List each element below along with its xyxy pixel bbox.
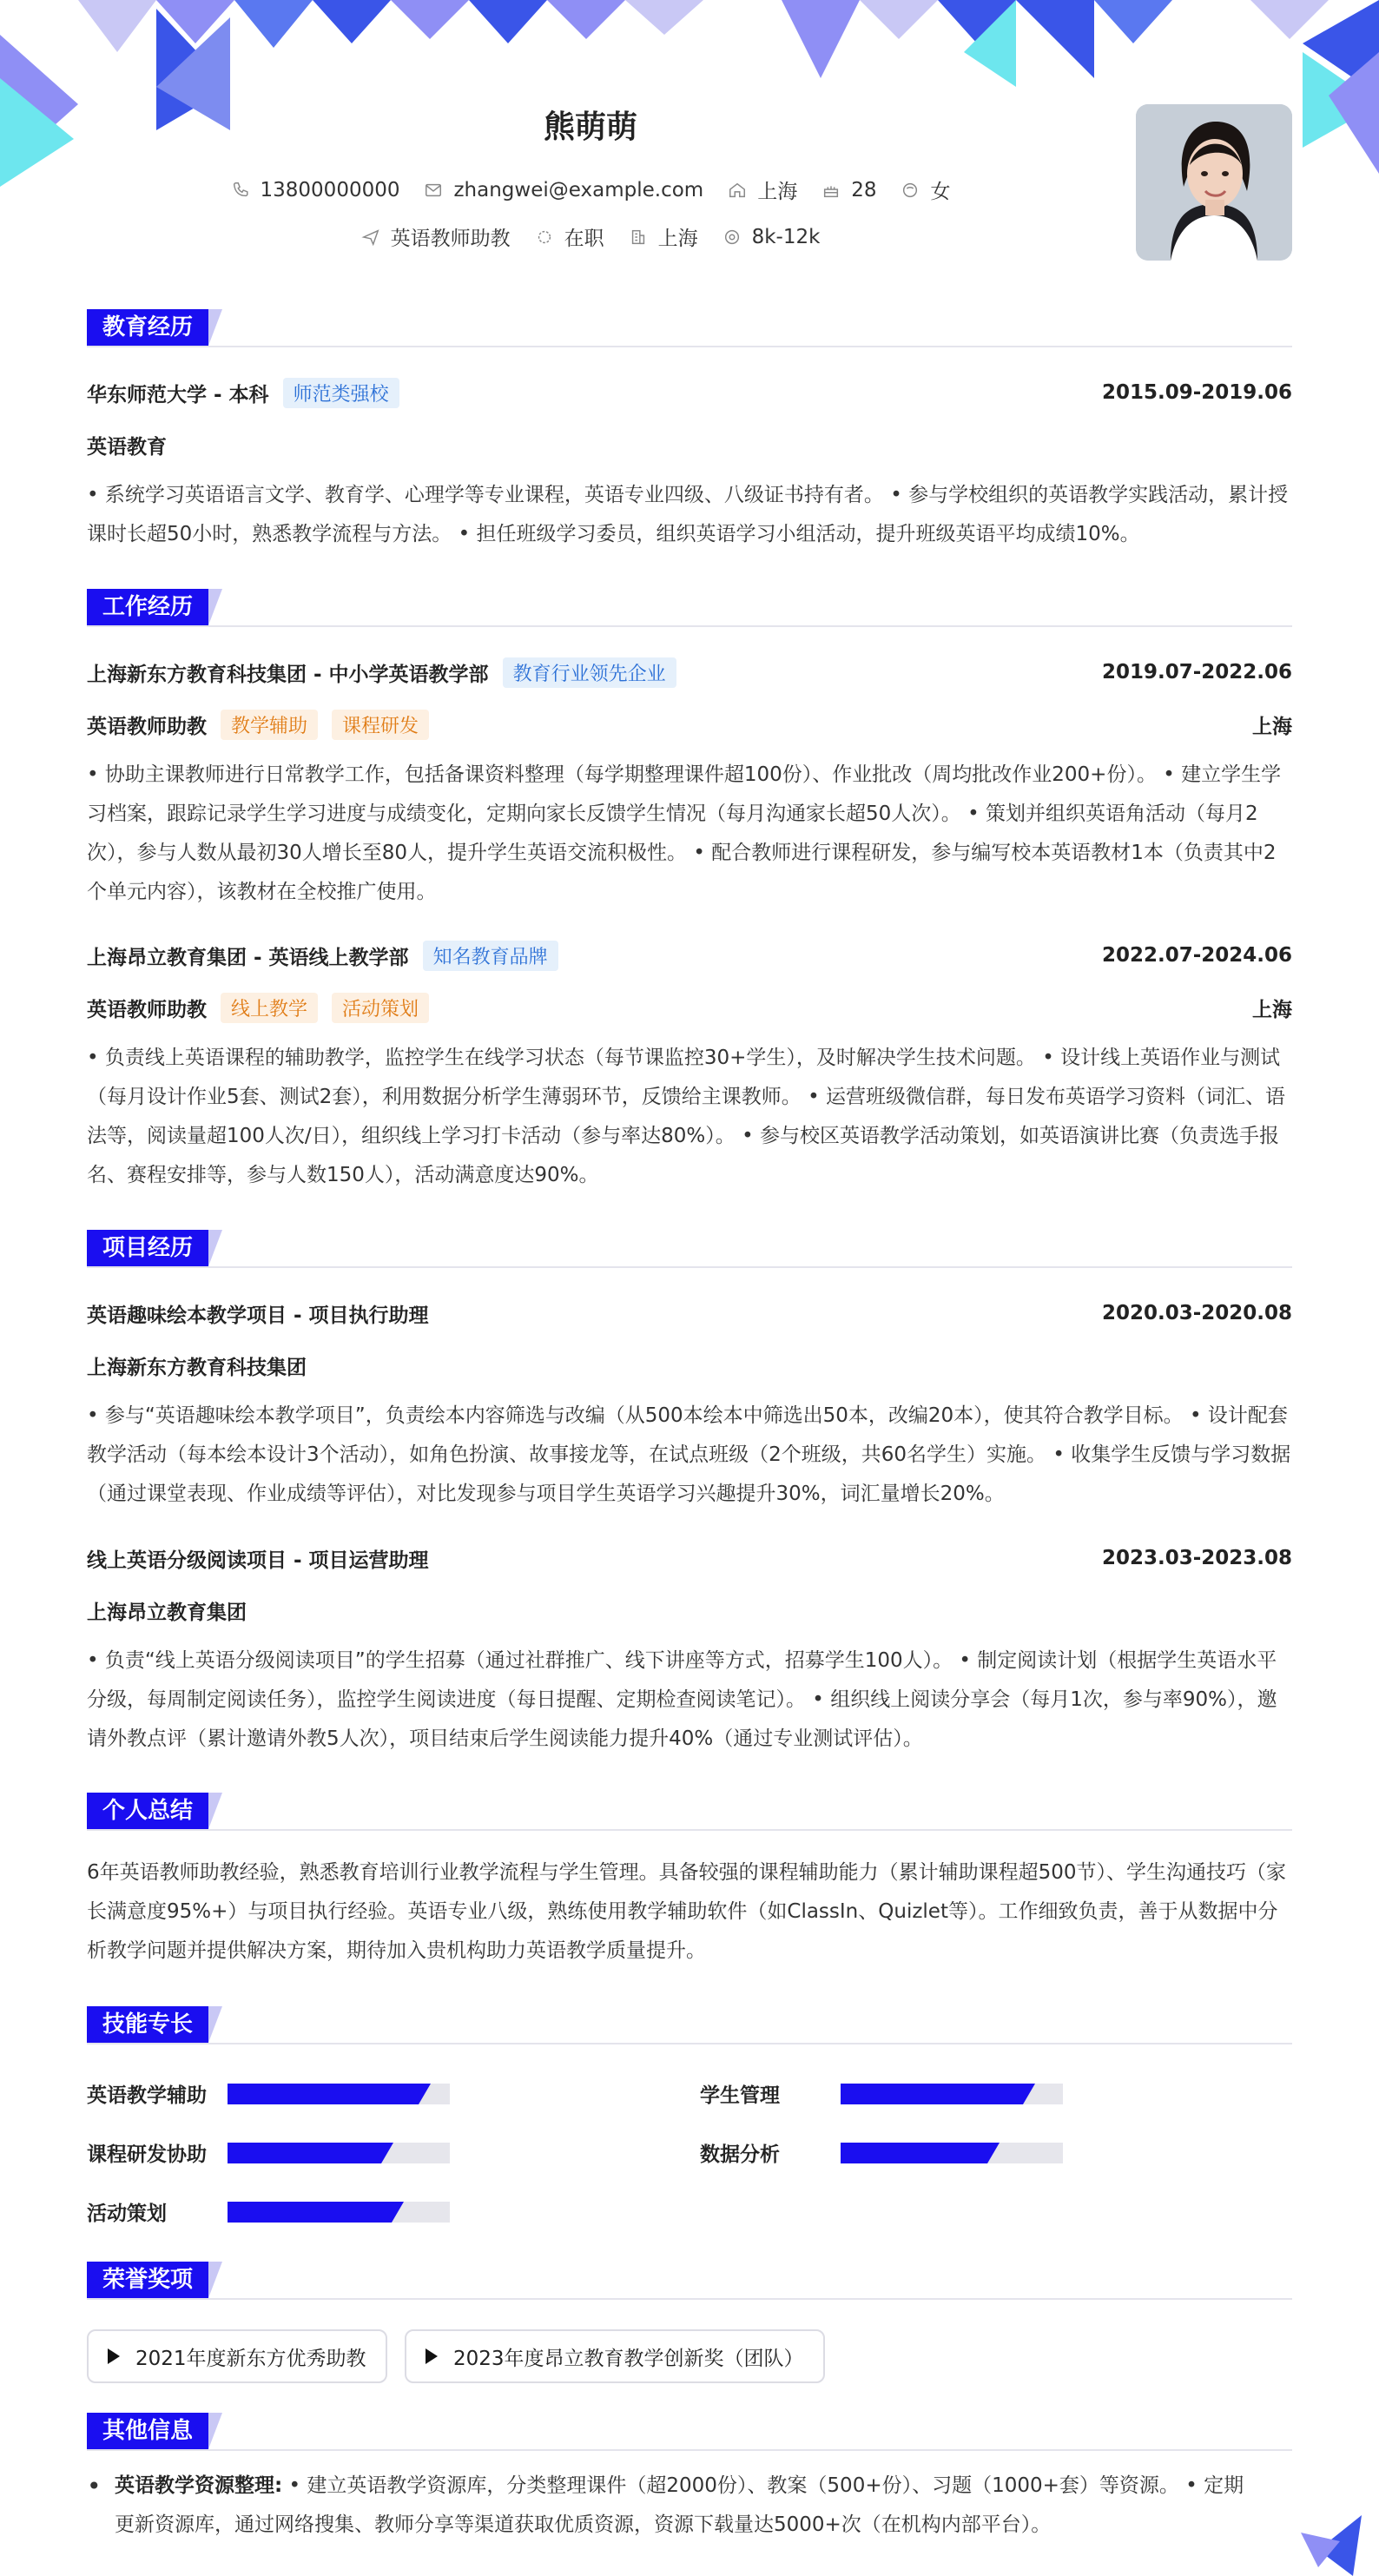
project-header-row bbox=[87, 1296, 1292, 1331]
status-value: 在职 bbox=[564, 228, 604, 250]
coin-icon bbox=[722, 228, 742, 247]
education-header-row bbox=[87, 375, 1292, 410]
resume-header bbox=[0, 0, 1379, 278]
honor-text: 2021年度新东方优秀助教 bbox=[135, 2347, 366, 2370]
send-icon bbox=[361, 228, 380, 247]
section-title bbox=[87, 2262, 1292, 2300]
footer-decoration bbox=[1301, 2498, 1379, 2576]
work-location: 上海 bbox=[1252, 998, 1292, 1021]
summary-title: 个人总结 bbox=[87, 1793, 208, 1829]
skill-fill bbox=[228, 2084, 419, 2104]
candidate-name: 熊萌萌 bbox=[543, 109, 637, 145]
age-info bbox=[821, 179, 876, 201]
work-title: 工作经历 bbox=[87, 589, 208, 625]
honor-item bbox=[405, 2329, 825, 2383]
section-title bbox=[87, 2413, 1292, 2451]
company-name: 上海昂立教育集团 - 英语线上教学部 bbox=[87, 946, 409, 969]
section-title bbox=[87, 309, 1292, 347]
work-description: • 协助主课教师进行日常教学工作，包括备课资料整理（每学期整理课件超100份）、作业批改（周均批改作业200+份）。 • 建立学生学习档案，跟踪记录学生学习进度与成绩变化，定期向家长反馈学生情况（每月沟通家长超50人次）。 • 策划并组织英语角活动（每月2次），参与人数从最初30人增长至80人，提升学生英语交流积极性。 • 配合教师进行课程研发，参与编写校本英语教材1本（负责其中2个单元内容），该教材在全校推广使用。 bbox=[87, 763, 1282, 903]
other-item bbox=[87, 2467, 1292, 2545]
skill-item bbox=[700, 2079, 1063, 2108]
project-entry bbox=[87, 1296, 1292, 1514]
school-badge: 师范类强校 bbox=[283, 378, 399, 408]
triangle-icon bbox=[108, 2348, 120, 2364]
gender-icon bbox=[901, 181, 920, 200]
skill-name: 课程研发协助 bbox=[87, 2143, 207, 2166]
section-title bbox=[87, 1230, 1292, 1268]
project-name: 线上英语分级阅读项目 - 项目运营助理 bbox=[87, 1549, 429, 1572]
project-header-row bbox=[87, 1541, 1292, 1575]
work-entry bbox=[87, 655, 1292, 912]
building-icon bbox=[629, 228, 648, 247]
work-date: 2019.07-2022.06 bbox=[1101, 661, 1292, 684]
other-key: 英语教学资源整理: bbox=[115, 2474, 283, 2497]
company-name: 上海新东方教育科技集团 - 中小学英语教学部 bbox=[87, 663, 489, 686]
work-header-row bbox=[87, 655, 1292, 690]
intention-row bbox=[0, 222, 1181, 251]
skill-name: 数据分析 bbox=[700, 2143, 780, 2166]
project-name: 英语趣味绘本教学项目 - 项目执行助理 bbox=[87, 1304, 429, 1327]
salary-info bbox=[722, 226, 821, 248]
skill-fill bbox=[228, 2143, 381, 2163]
skill-bar bbox=[228, 2143, 450, 2163]
role-tag: 活动策划 bbox=[332, 993, 429, 1023]
other-line-1: • 建立英语教学资源库，分类整理课件（超2000份）、教案（500+份）、习题（1000+套）等资源。 • 定期 bbox=[282, 2474, 1244, 2497]
other-section bbox=[87, 2413, 1292, 2536]
education-section bbox=[87, 309, 1292, 545]
project-date: 2023.03-2023.08 bbox=[1101, 1547, 1292, 1569]
target-city-info bbox=[629, 222, 698, 251]
honor-item bbox=[87, 2329, 387, 2383]
skill-bar bbox=[841, 2084, 1063, 2104]
education-title: 教育经历 bbox=[87, 309, 208, 346]
mail-icon bbox=[424, 181, 443, 200]
project-date: 2020.03-2020.08 bbox=[1101, 1302, 1292, 1324]
skill-name: 学生管理 bbox=[700, 2084, 780, 2107]
honors-title: 荣誉奖项 bbox=[87, 2262, 208, 2298]
bullet-icon: • bbox=[87, 2472, 102, 2500]
target-city-value: 上海 bbox=[657, 228, 698, 250]
other-title: 其他信息 bbox=[87, 2413, 208, 2449]
job-value: 英语教师助教 bbox=[390, 228, 511, 250]
age-value: 28 bbox=[851, 178, 877, 201]
skill-item bbox=[87, 2197, 450, 2226]
honors-list bbox=[87, 2329, 1292, 2387]
skill-item bbox=[87, 2079, 450, 2108]
project-entry bbox=[87, 1541, 1292, 1759]
project-org: 上海新东方教育科技集团 bbox=[87, 1356, 307, 1379]
role-tag: 教学辅助 bbox=[221, 710, 318, 740]
work-entry bbox=[87, 938, 1292, 1195]
project-org: 上海昂立教育集团 bbox=[87, 1601, 247, 1624]
skill-name: 英语教学辅助 bbox=[87, 2084, 207, 2107]
work-description: • 负责线上英语课程的辅助教学，监控学生在线学习状态（每节课监控30+学生），及时解决学生技术问题。 • 设计线上英语作业与测试（每月设计作业5套、测试2套），利用数据分析学生薄弱环节，反馈给主课教师。 • 运营班级微信群，每日发布英语学习资料（词汇、语法等，阅读量超100人次/日），组织线上学习打卡活动（参与率达80%）。 • 参与校区英语教学活动策划，如英语演讲比赛（负责选手报名、赛程安排等，参与人数150人），活动满意度达90%。 bbox=[87, 1047, 1285, 1186]
triangle-icon bbox=[426, 2348, 438, 2364]
honor-text: 2023年度昂立教育教学创新奖（团队） bbox=[453, 2347, 804, 2370]
city-value: 上海 bbox=[757, 181, 798, 203]
major-row bbox=[87, 427, 1292, 462]
major-name: 英语教育 bbox=[87, 435, 167, 459]
summary-text: 6年英语教师助教经验，熟悉教育培训行业教学流程与学生管理。具备较强的课程辅助能力（累计辅助课程超500节）、学生沟通技巧（家长满意度95%+）与项目执行经验。英语专业八级，熟练使用教学辅助软件（如ClassIn、Quizlet等）。工作细致负责，善于从数据中分析教学问题并提供解决方案，期待加入贵机构助力英语教学质量提升。 bbox=[87, 1861, 1287, 1962]
role-row bbox=[87, 990, 1292, 1025]
project-title: 项目经历 bbox=[87, 1230, 208, 1266]
skill-bar bbox=[228, 2202, 450, 2223]
work-location: 上海 bbox=[1252, 715, 1292, 738]
skill-fill bbox=[841, 2143, 987, 2163]
role-row bbox=[87, 707, 1292, 742]
skill-bar bbox=[228, 2084, 450, 2104]
project-section bbox=[87, 1230, 1292, 1750]
company-badge: 教育行业领先企业 bbox=[503, 657, 676, 688]
gender-value: 女 bbox=[930, 181, 951, 203]
email-value: zhangwei@example.com bbox=[453, 178, 704, 201]
school-name: 华东师范大学 - 本科 bbox=[87, 383, 269, 406]
section-title bbox=[87, 589, 1292, 627]
project-description: • 参与“英语趣味绘本教学项目”，负责绘本内容筛选与改编（从500本绘本中筛选出50本，改编20本），使其符合教学目标。 • 设计配套教学活动（每本绘本设计3个活动），如角色扮演、故事接龙等，在试点班级（2个班级，共60名学生）实施。 • 收集学生反馈与学习数据（通过课堂表现、作业成绩等评估），对比发现参与项目学生英语学习兴趣提升30%，词汇量增长20%。 bbox=[87, 1404, 1291, 1505]
phone-icon bbox=[231, 181, 250, 200]
avatar bbox=[1136, 104, 1292, 261]
section-title bbox=[87, 1793, 1292, 1831]
role-tag: 课程研发 bbox=[332, 710, 429, 740]
project-org-row bbox=[87, 1348, 1292, 1383]
email-info bbox=[424, 179, 703, 201]
skill-bar bbox=[841, 2143, 1063, 2163]
skill-fill bbox=[841, 2084, 1023, 2104]
salary-value: 8k-12k bbox=[751, 225, 821, 248]
work-header-row bbox=[87, 938, 1292, 973]
avatar-portrait bbox=[1136, 104, 1292, 261]
summary-section bbox=[87, 1793, 1292, 1962]
city-info bbox=[728, 175, 797, 204]
education-description: • 系统学习英语语言文学、教育学、心理学等专业课程，英语专业四级、八级证书持有者。 • 参与学校组织的英语教学实践活动，累计授课时长超50小时，熟悉教学流程与方法。 • 担任班级学习委员，组织英语学习小组活动，提升班级英语平均成绩10%。 bbox=[87, 484, 1289, 545]
status-icon bbox=[535, 228, 554, 247]
job-info bbox=[361, 222, 511, 251]
status-info bbox=[535, 222, 604, 251]
skill-item bbox=[87, 2138, 450, 2167]
skill-name: 活动策划 bbox=[87, 2203, 167, 2225]
work-date: 2022.07-2024.06 bbox=[1101, 944, 1292, 967]
education-entry bbox=[87, 375, 1292, 554]
education-date: 2015.09-2019.06 bbox=[1101, 381, 1292, 404]
other-line-2: 更新资源库，通过网络搜集、教师分享等渠道获取优质资源，资源下载量达5000+次（在机构内部平台）。 bbox=[115, 2513, 1052, 2536]
role-tag: 线上教学 bbox=[221, 993, 318, 1023]
skills-title: 技能专长 bbox=[87, 2006, 208, 2043]
work-section bbox=[87, 589, 1292, 1186]
honors-section bbox=[87, 2262, 1292, 2370]
project-org-row bbox=[87, 1593, 1292, 1628]
role-name: 英语教师助教 bbox=[87, 715, 207, 738]
section-title bbox=[87, 2006, 1292, 2044]
phone-value: 13800000000 bbox=[260, 178, 400, 201]
skill-item bbox=[700, 2138, 1063, 2167]
project-description: • 负责“线上英语分级阅读项目”的学生招募（通过社群推广、线下讲座等方式，招募学生100人）。 • 制定阅读计划（根据学生英语水平分级，每周制定阅读任务），监控学生阅读进度（每日提醒、定期检查阅读笔记）。 • 组织线上阅读分享会（每月1次，参与率90%），邀请外教点评（累计邀请外教5人次），项目结束后学生阅读能力提升40%（通过专业测试评估）。 bbox=[87, 1649, 1277, 1750]
gender-info bbox=[901, 175, 950, 204]
company-badge: 知名教育品牌 bbox=[423, 941, 558, 971]
phone-info bbox=[231, 179, 400, 201]
home-icon bbox=[728, 181, 747, 200]
contact-row bbox=[0, 175, 1181, 204]
skill-fill bbox=[228, 2202, 392, 2223]
cake-icon bbox=[821, 181, 841, 200]
skills-section bbox=[87, 2006, 1292, 2225]
role-name: 英语教师助教 bbox=[87, 998, 207, 1021]
